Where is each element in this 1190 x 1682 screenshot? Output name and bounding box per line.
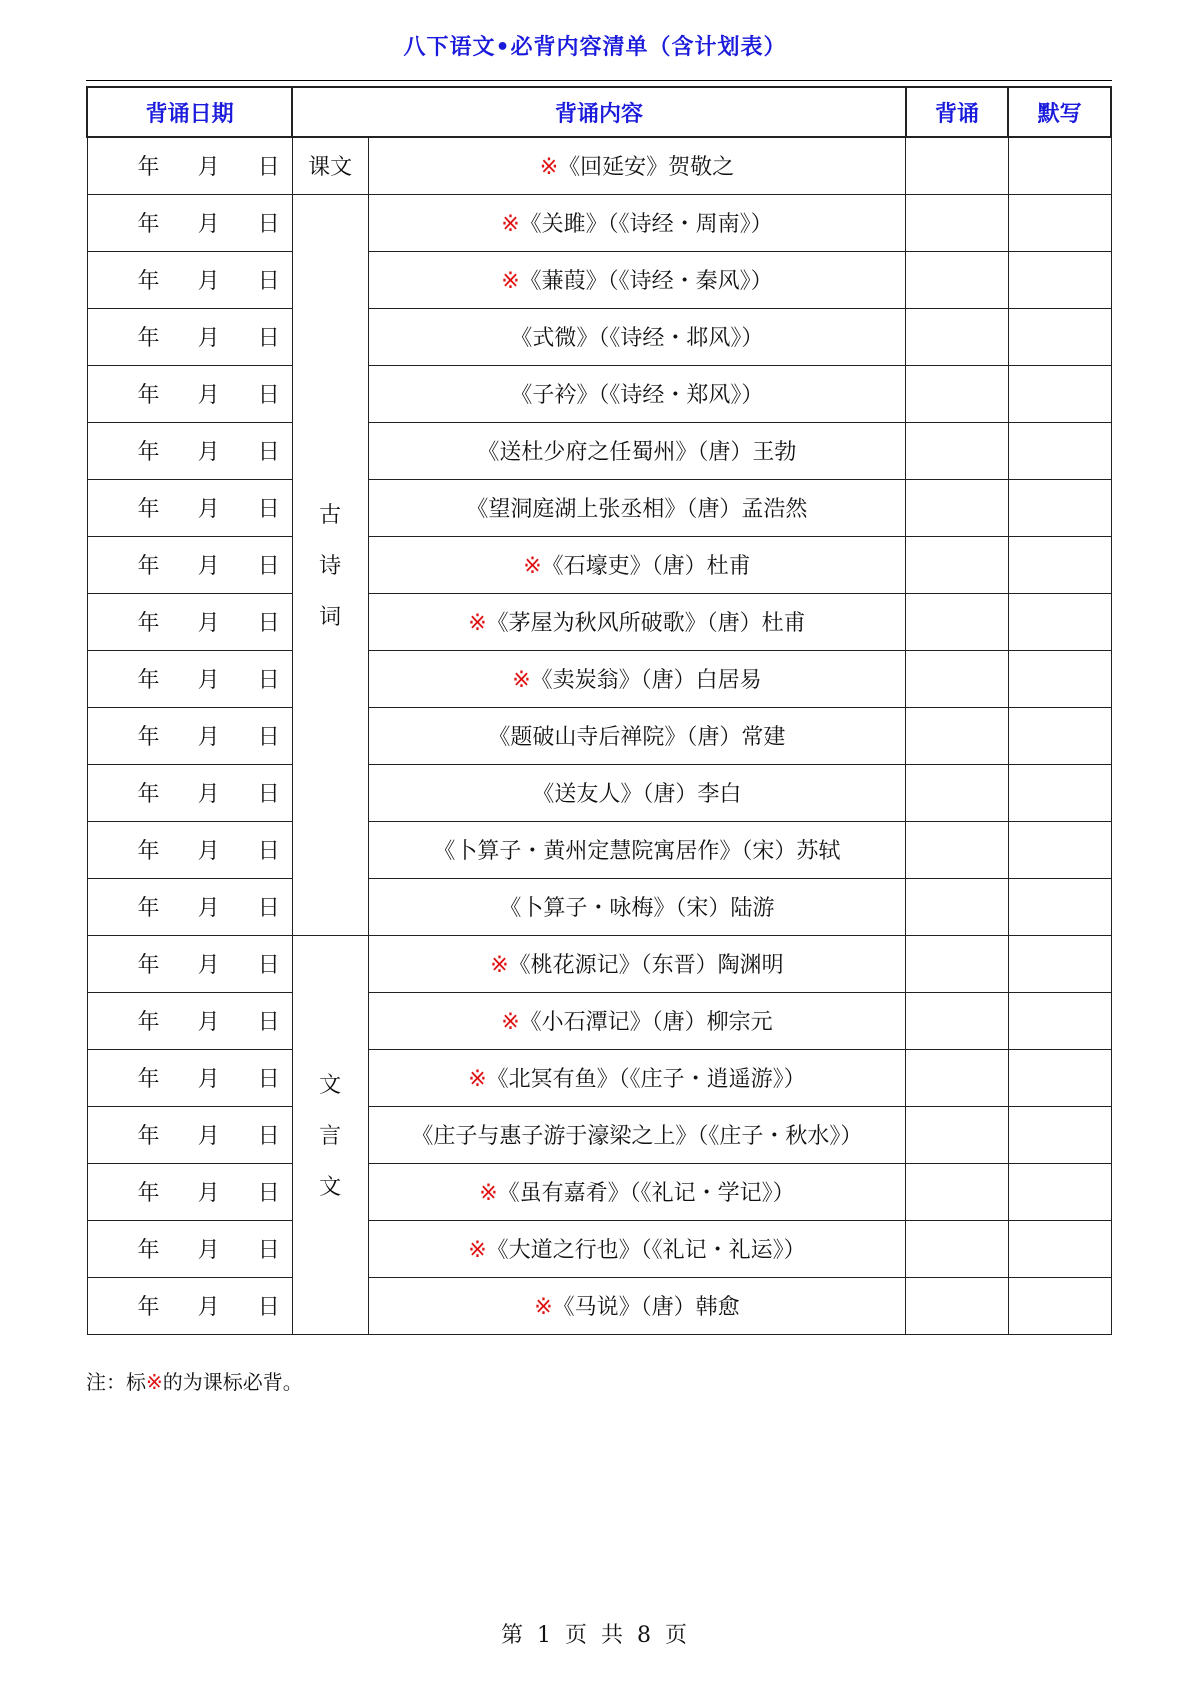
recite-check-cell[interactable] — [906, 308, 1009, 365]
date-cell[interactable] — [87, 194, 292, 251]
item-title: 《茅屋为秋风所破歌》（唐）杜甫 — [486, 611, 806, 636]
date-cell[interactable] — [87, 479, 292, 536]
date-label-day: 日 — [257, 725, 280, 750]
date-label-month: 月 — [197, 782, 220, 807]
item-title: 《式微》（《诗经・邶风》） — [510, 326, 764, 351]
note-prefix: 注：标 — [86, 1370, 146, 1394]
item-title: 《北冥有鱼》（《庄子・逍遥游》） — [486, 1067, 806, 1092]
date-label-day: 日 — [257, 155, 280, 181]
dictation-check-cell[interactable] — [1008, 764, 1111, 821]
dictation-check-cell[interactable] — [1008, 1163, 1111, 1220]
content-cell — [368, 194, 906, 251]
dictation-check-cell[interactable] — [1008, 251, 1111, 308]
date-label-year: 年 — [137, 782, 160, 807]
content-cell — [368, 821, 906, 878]
date-label-year: 年 — [137, 1295, 160, 1320]
note-mark: ※ — [146, 1370, 163, 1394]
date-cell[interactable] — [87, 365, 292, 422]
date-cell[interactable] — [87, 308, 292, 365]
content-cell — [368, 1163, 906, 1220]
date-label-day: 日 — [257, 326, 280, 351]
footer-text: 页 — [564, 1623, 589, 1648]
date-cell[interactable] — [87, 764, 292, 821]
content-cell — [368, 593, 906, 650]
dictation-check-cell[interactable] — [1008, 365, 1111, 422]
recite-check-cell[interactable] — [906, 1163, 1009, 1220]
recite-check-cell[interactable] — [906, 536, 1009, 593]
date-cell[interactable] — [87, 821, 292, 878]
date-label-day: 日 — [257, 1295, 280, 1320]
item-title: 《题破山寺后禅院》（唐）常建 — [488, 725, 786, 750]
content-cell — [368, 878, 906, 935]
date-label-day: 日 — [257, 782, 280, 807]
date-cell[interactable] — [87, 1163, 292, 1220]
date-label-year: 年 — [137, 383, 160, 408]
footer-text: 第 — [500, 1623, 525, 1648]
date-label-month: 月 — [197, 1067, 220, 1092]
note-suffix: 的为课标必背。 — [162, 1370, 303, 1394]
date-cell[interactable] — [87, 878, 292, 935]
category-char: 文 — [319, 1175, 342, 1200]
date-cell[interactable] — [87, 1220, 292, 1277]
category-cell — [292, 935, 368, 1334]
required-mark: ※ — [490, 953, 509, 978]
date-label-month: 月 — [197, 611, 220, 636]
title-rule — [86, 80, 1112, 81]
date-label-year: 年 — [137, 1010, 160, 1035]
table-row — [87, 1106, 1111, 1163]
content-cell — [368, 1106, 906, 1163]
table-row — [87, 764, 1111, 821]
item-title: 《送友人》（唐）李白 — [532, 782, 742, 807]
date-label-day: 日 — [257, 554, 280, 579]
content-cell — [368, 992, 906, 1049]
content-cell — [368, 536, 906, 593]
category-char: 言 — [319, 1124, 342, 1149]
date-label-day: 日 — [257, 839, 280, 864]
content-cell — [368, 650, 906, 707]
date-label-year: 年 — [137, 839, 160, 864]
date-label-year: 年 — [137, 725, 160, 750]
date-cell[interactable] — [87, 422, 292, 479]
category-char: 词 — [319, 605, 342, 630]
footer-page-number: 1 — [536, 1623, 553, 1648]
recite-check-cell[interactable] — [906, 422, 1009, 479]
content-cell — [368, 479, 906, 536]
recite-check-cell[interactable] — [906, 878, 1009, 935]
dictation-check-cell[interactable] — [1008, 1049, 1111, 1106]
table-row — [87, 479, 1111, 536]
item-title: 《桃花源记》（东晋）陶渊明 — [508, 953, 784, 978]
dictation-check-cell[interactable] — [1008, 650, 1111, 707]
date-label-day: 日 — [257, 1067, 280, 1092]
item-title: 《小石潭记》（唐）柳宗元 — [519, 1010, 773, 1035]
required-mark: ※ — [539, 155, 559, 181]
header-recite: 背诵 — [906, 87, 1009, 137]
date-label-year: 年 — [137, 896, 160, 921]
dictation-check-cell[interactable] — [1008, 707, 1111, 764]
table-header-row — [87, 87, 1111, 137]
dictation-check-cell[interactable] — [1008, 935, 1111, 992]
item-title: 《送杜少府之任蜀州》（唐）王勃 — [477, 440, 797, 465]
content-cell — [368, 935, 906, 992]
content-cell — [368, 1220, 906, 1277]
category-cell — [292, 194, 368, 935]
required-mark: ※ — [479, 1181, 498, 1206]
page-title: 八下语文•必背内容清单（含计划表） — [403, 35, 787, 60]
date-cell[interactable] — [87, 251, 292, 308]
table-row — [87, 1163, 1111, 1220]
date-label-year: 年 — [137, 953, 160, 978]
dictation-check-cell[interactable] — [1008, 992, 1111, 1049]
dictation-check-cell[interactable] — [1008, 821, 1111, 878]
content-cell — [368, 137, 906, 194]
recite-check-cell[interactable] — [906, 593, 1009, 650]
content-cell — [368, 308, 906, 365]
recite-check-cell[interactable] — [906, 935, 1009, 992]
category-char: 文 — [319, 1073, 342, 1098]
dictation-check-cell[interactable] — [1008, 593, 1111, 650]
content-cell — [368, 1277, 906, 1334]
required-mark: ※ — [468, 1238, 487, 1263]
table-row — [87, 422, 1111, 479]
required-mark: ※ — [523, 554, 542, 579]
table-row — [87, 707, 1111, 764]
date-label-month: 月 — [197, 497, 220, 522]
date-label-day: 日 — [257, 1238, 280, 1263]
content-cell — [368, 422, 906, 479]
date-label-month: 月 — [197, 326, 220, 351]
date-cell[interactable] — [87, 707, 292, 764]
recite-check-cell[interactable] — [906, 1220, 1009, 1277]
recite-check-cell[interactable] — [906, 650, 1009, 707]
table-row — [87, 992, 1111, 1049]
dictation-check-cell[interactable] — [1008, 194, 1111, 251]
dictation-check-cell[interactable] — [1008, 479, 1111, 536]
item-title: 《大道之行也》（《礼记・礼运》） — [486, 1238, 806, 1263]
date-label-month: 月 — [197, 725, 220, 750]
item-title: 《石壕吏》（唐）杜甫 — [541, 554, 751, 579]
date-label-month: 月 — [197, 554, 220, 579]
table-row — [87, 878, 1111, 935]
item-title: 《马说》（唐）韩愈 — [552, 1295, 740, 1320]
date-label-year: 年 — [137, 611, 160, 636]
date-label-day: 日 — [257, 611, 280, 636]
recite-check-cell[interactable] — [906, 137, 1009, 194]
dictation-check-cell[interactable] — [1008, 308, 1111, 365]
date-label-day: 日 — [257, 497, 280, 522]
date-label-month: 月 — [197, 1238, 220, 1263]
date-cell[interactable] — [87, 935, 292, 992]
date-cell[interactable] — [87, 1277, 292, 1334]
date-label-month: 月 — [197, 1181, 220, 1206]
date-label-month: 月 — [197, 953, 220, 978]
date-cell[interactable] — [87, 1049, 292, 1106]
content-cell — [368, 251, 906, 308]
dictation-check-cell[interactable] — [1008, 422, 1111, 479]
item-title: 《卜算子・咏梅》（宋）陆游 — [499, 896, 775, 921]
table-row — [87, 593, 1111, 650]
header-content: 背诵内容 — [292, 87, 906, 137]
item-title: 《子衿》（《诗经・郑风》） — [510, 383, 764, 408]
date-label-day: 日 — [257, 953, 280, 978]
required-mark: ※ — [534, 1295, 553, 1320]
date-label-year: 年 — [137, 1238, 160, 1263]
date-cell[interactable] — [87, 137, 292, 194]
recite-check-cell[interactable] — [906, 1277, 1009, 1334]
item-title: 《回延安》贺敬之 — [558, 155, 735, 181]
date-label-month: 月 — [197, 212, 220, 237]
date-cell[interactable] — [87, 593, 292, 650]
footer-page-total: 8 — [637, 1623, 654, 1648]
date-label-month: 月 — [197, 839, 220, 864]
recite-check-cell[interactable] — [906, 479, 1009, 536]
table-row — [87, 1220, 1111, 1277]
date-label-month: 月 — [197, 269, 220, 294]
date-label-month: 月 — [197, 383, 220, 408]
dictation-check-cell[interactable] — [1008, 1106, 1111, 1163]
date-cell[interactable] — [87, 1106, 292, 1163]
date-label-day: 日 — [257, 1181, 280, 1206]
required-mark: ※ — [501, 269, 520, 294]
date-label-day: 日 — [257, 212, 280, 237]
date-label-day: 日 — [257, 440, 280, 465]
date-label-year: 年 — [137, 1181, 160, 1206]
required-mark: ※ — [468, 611, 487, 636]
recite-check-cell[interactable] — [906, 251, 1009, 308]
header-date: 背诵日期 — [87, 87, 292, 137]
date-label-year: 年 — [137, 440, 160, 465]
item-title: 《卖炭翁》（唐）白居易 — [530, 668, 762, 693]
date-label-day: 日 — [257, 1124, 280, 1149]
table-row — [87, 821, 1111, 878]
date-label-month: 月 — [197, 1295, 220, 1320]
page-footer — [0, 1618, 1190, 1649]
recite-check-cell[interactable] — [906, 992, 1009, 1049]
recite-check-cell[interactable] — [906, 194, 1009, 251]
date-label-day: 日 — [257, 668, 280, 693]
footnote — [86, 1366, 303, 1395]
table-row — [87, 536, 1111, 593]
table-row — [87, 1277, 1111, 1334]
table-row — [87, 935, 1111, 992]
dictation-check-cell[interactable] — [1008, 536, 1111, 593]
recite-check-cell[interactable] — [906, 764, 1009, 821]
date-label-month: 月 — [197, 896, 220, 921]
date-label-year: 年 — [137, 1124, 160, 1149]
date-label-year: 年 — [137, 155, 160, 181]
dictation-check-cell[interactable] — [1008, 137, 1111, 194]
table-row — [87, 137, 1111, 194]
content-cell — [368, 1049, 906, 1106]
table-row — [87, 308, 1111, 365]
table-row — [87, 194, 1111, 251]
date-label-day: 日 — [257, 269, 280, 294]
content-cell — [368, 365, 906, 422]
table-row — [87, 1049, 1111, 1106]
recite-check-cell[interactable] — [906, 707, 1009, 764]
item-title: 《关雎》（《诗经・周南》） — [519, 212, 773, 237]
date-cell[interactable] — [87, 992, 292, 1049]
header-dictation: 默写 — [1008, 87, 1111, 137]
dictation-check-cell[interactable] — [1008, 1220, 1111, 1277]
date-label-month: 月 — [197, 155, 220, 181]
date-label-year: 年 — [137, 497, 160, 522]
item-title: 《庄子与惠子游于濠梁之上》（《庄子・秋水》） — [411, 1124, 863, 1149]
dictation-check-cell[interactable] — [1008, 1277, 1111, 1334]
date-label-month: 月 — [197, 1010, 220, 1035]
recite-check-cell[interactable] — [906, 1106, 1009, 1163]
dictation-check-cell[interactable] — [1008, 878, 1111, 935]
date-label-month: 月 — [197, 668, 220, 693]
date-label-month: 月 — [197, 1124, 220, 1149]
date-label-year: 年 — [137, 212, 160, 237]
date-cell[interactable] — [87, 536, 292, 593]
item-title: 《虽有嘉肴》（《礼记・学记》） — [497, 1181, 795, 1206]
content-cell — [368, 764, 906, 821]
required-mark: ※ — [468, 1067, 487, 1092]
date-label-day: 日 — [257, 383, 280, 408]
table-row — [87, 365, 1111, 422]
table-row — [87, 650, 1111, 707]
date-cell[interactable] — [87, 650, 292, 707]
date-label-year: 年 — [137, 326, 160, 351]
recite-check-cell[interactable] — [906, 821, 1009, 878]
item-title: 《蒹葭》（《诗经・秦风》） — [519, 269, 773, 294]
category-cell: 课文 — [292, 137, 368, 194]
table-body — [87, 137, 1111, 1334]
date-label-year: 年 — [137, 1067, 160, 1092]
content-cell — [368, 707, 906, 764]
required-mark: ※ — [512, 668, 531, 693]
date-label-month: 月 — [197, 440, 220, 465]
recitation-plan-table — [86, 86, 1112, 1335]
date-label-year: 年 — [137, 269, 160, 294]
recite-check-cell[interactable] — [906, 1049, 1009, 1106]
required-mark: ※ — [501, 1010, 520, 1035]
category-char: 古 — [319, 503, 342, 528]
date-label-year: 年 — [137, 668, 160, 693]
table-row — [87, 251, 1111, 308]
required-mark: ※ — [501, 212, 520, 237]
item-title: 《卜算子・黄州定慧院寓居作》（宋）苏轼 — [433, 839, 841, 864]
item-title: 《望洞庭湖上张丞相》（唐）孟浩然 — [466, 497, 808, 522]
date-label-day: 日 — [257, 1010, 280, 1035]
footer-text: 共 — [601, 1623, 626, 1648]
recite-check-cell[interactable] — [906, 365, 1009, 422]
category-char: 诗 — [319, 554, 342, 579]
footer-text: 页 — [665, 1623, 690, 1648]
date-label-year: 年 — [137, 554, 160, 579]
date-label-day: 日 — [257, 896, 280, 921]
